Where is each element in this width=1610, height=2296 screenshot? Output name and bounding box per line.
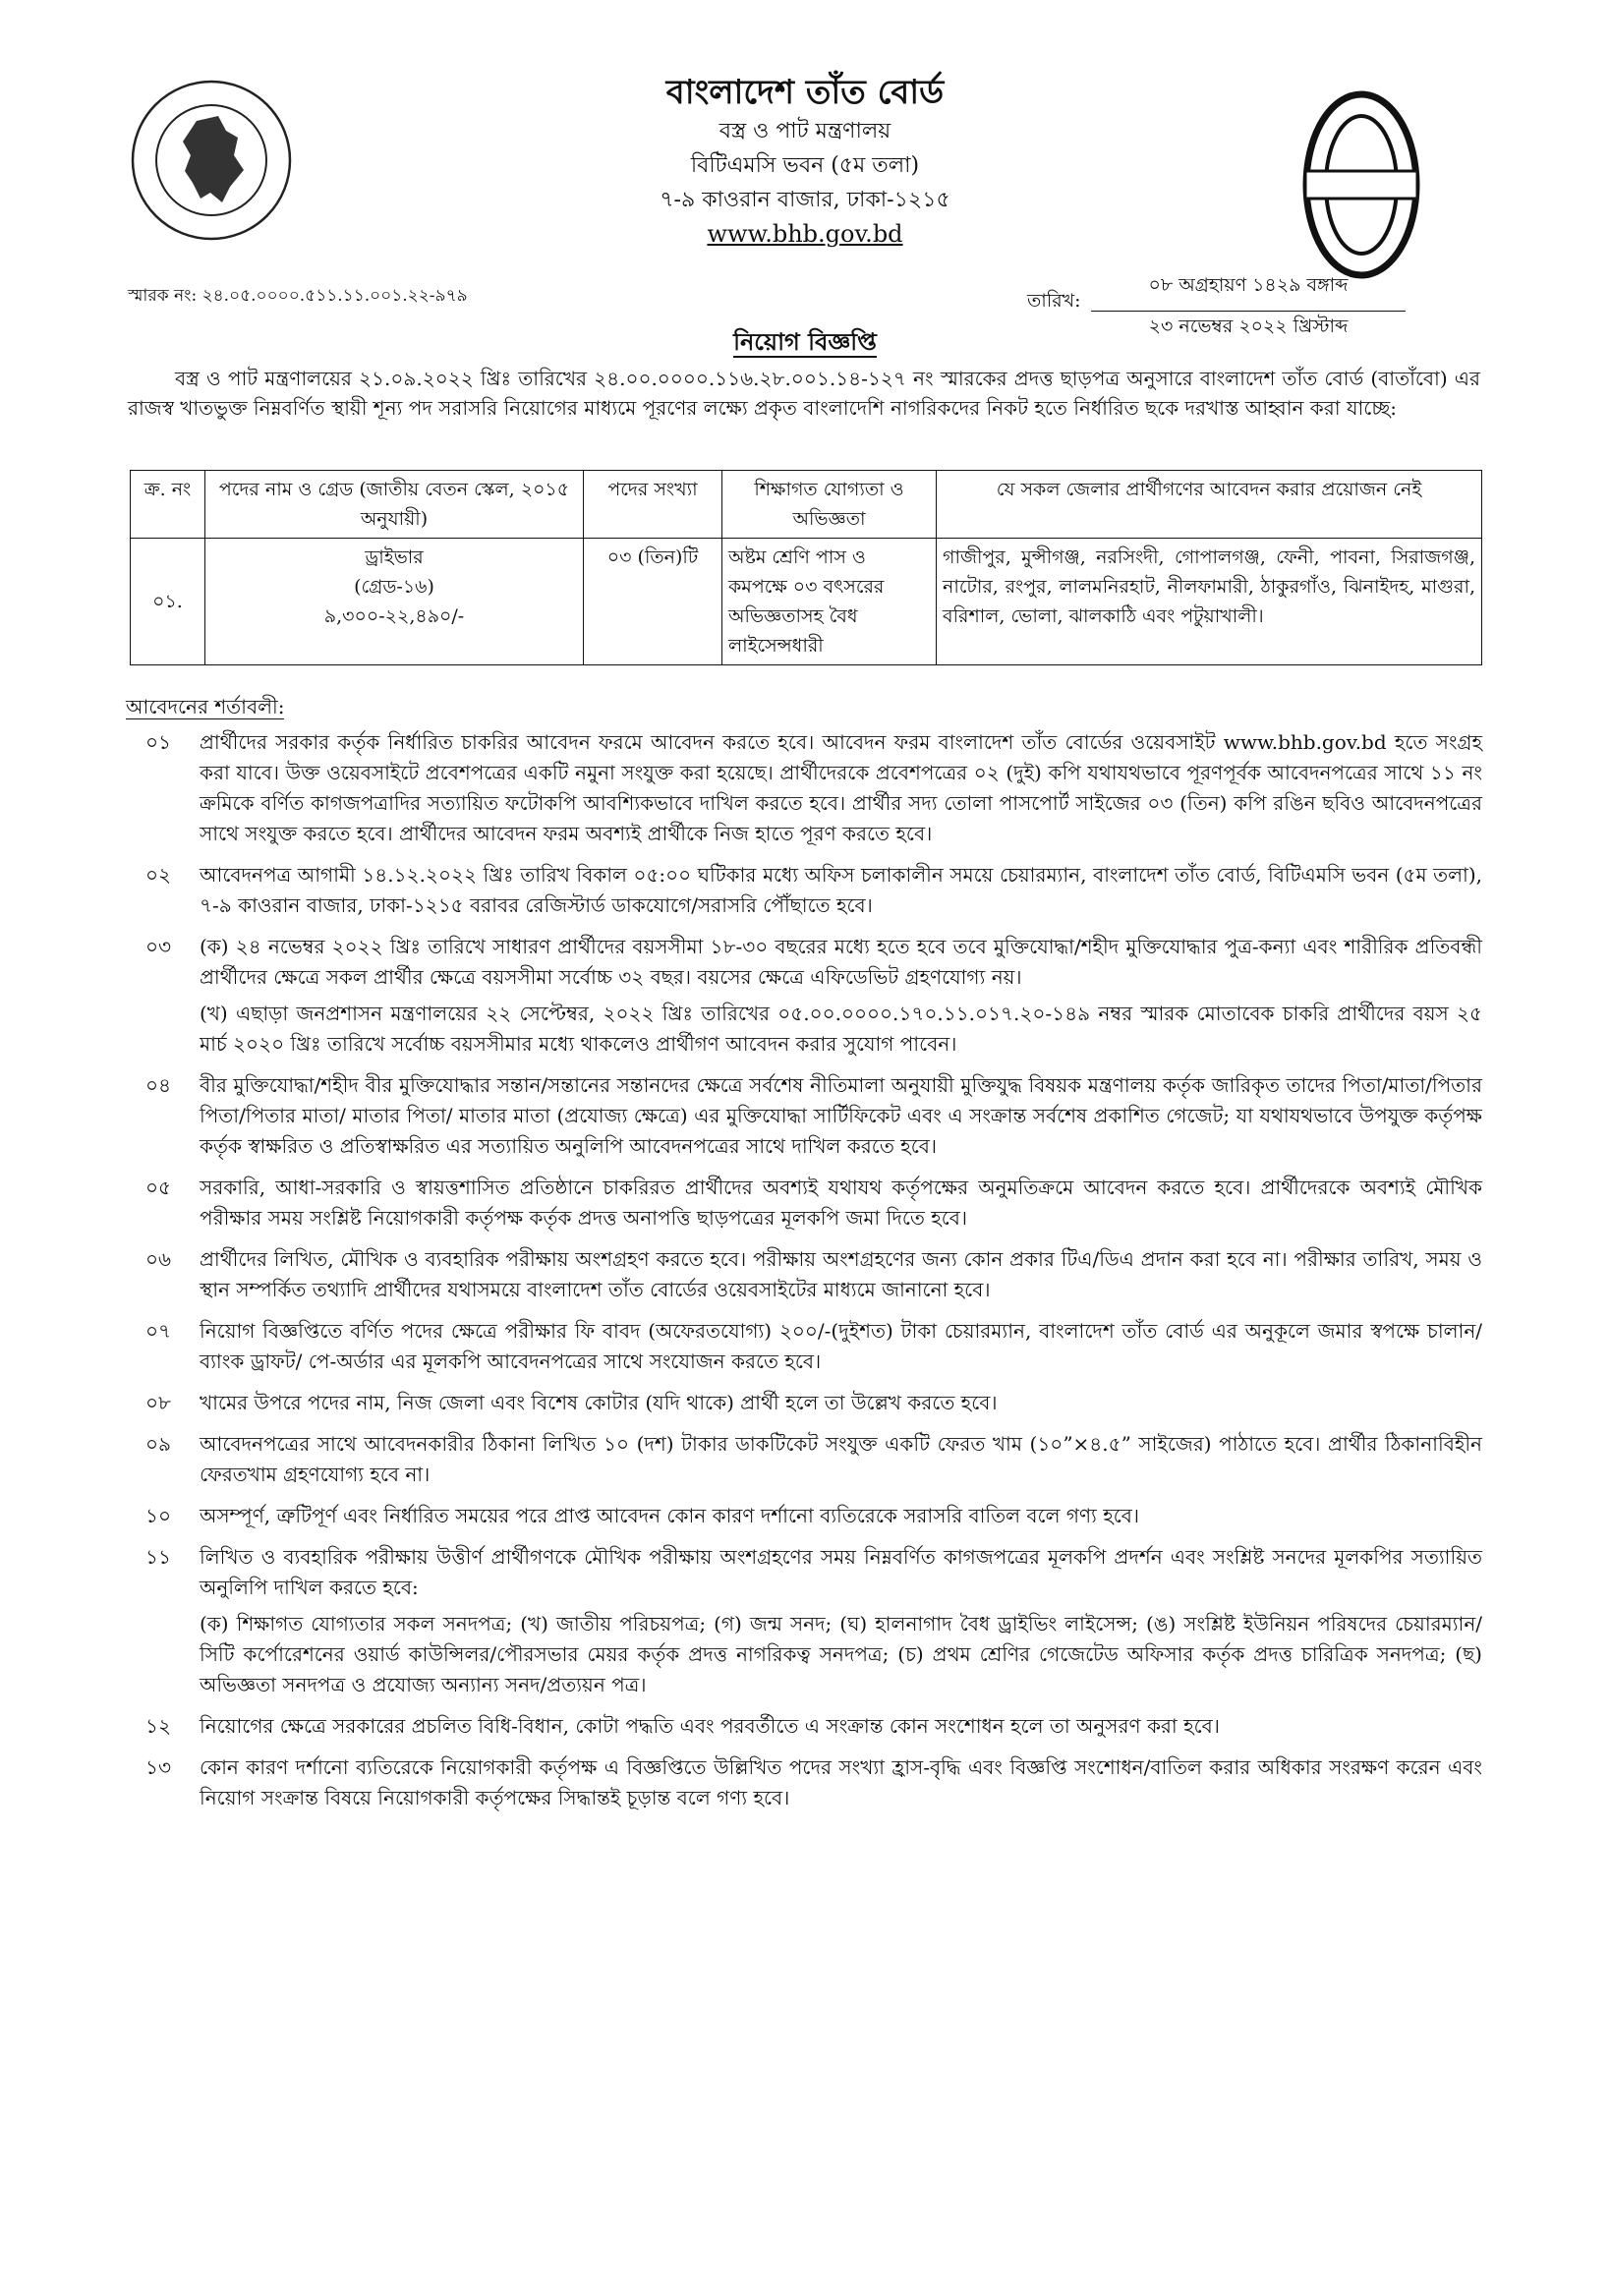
condition-text xyxy=(200,1388,1482,1424)
col-post-header: পদের নাম ও গ্রেড (জাতীয় বেতন স্কেল, ২০১৫ অনুযায়ী) xyxy=(205,471,584,539)
date-english: ২৩ নভেম্বর ২০২২ খ্রিস্টাব্দ xyxy=(1148,316,1349,337)
col-districts-header: যে সকল জেলার প্রার্থীগণের আবেদন করার প্রয়োজন নেই xyxy=(937,471,1482,539)
website-link[interactable]: www.bhb.gov.bd xyxy=(707,220,903,248)
list-item xyxy=(126,1711,1482,1748)
ministry-name: বস্ত্র ও পাট মন্ত্রণালয় xyxy=(719,119,891,144)
condition-number: ০১ xyxy=(145,730,171,754)
condition-paragraph: নিয়োগ বিজ্ঞপ্তিতে বর্ণিত পদের ক্ষেত্রে পরীক্ষার ফি বাবদ (অফেরতযোগ্য) ২০০/-(দুইশত) টাকা চেয়ারম্যান, বাংলাদেশ তাঁত বোর্ড এর অনুকূলে জমার স্বপক্ষে চালান/ ব্যাংক ড্রাফট/ পে-অর্ডার এর মূলকপি আবেদনপত্রের সাথে সংযোজন করতে হবে। xyxy=(200,1319,1482,1373)
list-item xyxy=(126,1070,1482,1168)
condition-paragraph: (ক) ২৪ নভেম্বর ২০২২ খ্রিঃ তারিখে সাধারণ প্রার্থীদের বয়সসীমা ১৮-৩০ বছরের মধ্যে হতে হবে তবে মুক্তিযোদ্ধা/শহীদ মুক্তিযোদ্ধার পুত্র-কন্যা এবং শারীরিক প্রতিবন্ধী প্রার্থীদের ক্ষেত্রে সকল প্রার্থীর ক্ষেত্রে বয়সসীমা সর্বোচ্চ ৩২ বছর। বয়সের ক্ষেত্রে এফিডেভিট গ্রহণযোগ্য নয়। xyxy=(200,935,1482,989)
condition-paragraph: সরকারি, আধা-সরকারি ও স্বায়ত্তশাসিত প্রতিষ্ঠানে চাকরিরত প্রার্থীদের অবশ্যই যথাযথ কর্তৃপক্ষের অনুমতিক্রমে আবেদন করতে হবে। প্রার্থীদেরকে অবশ্যই মৌখিক পরীক্ষার সময় সংশ্লিষ্ট নিয়োগকারী কর্তৃপক্ষ কর্তৃক প্রদত্ত অনাপত্তি ছাড়পত্রের মূলকপি জমা দিতে হবে। xyxy=(200,1176,1482,1230)
list-item xyxy=(126,1173,1482,1239)
condition-text xyxy=(200,1752,1482,1819)
condition-subparagraph: (খ) এছাড়া জনপ্রশাসন মন্ত্রণালয়ের ২২ সেপ্টেম্বর, ২০২২ খ্রিঃ তারিখের ০৫.০০.০০০০.১৭০.১১.০১৭.২০-১৪৯ নম্বর স্মারক মোতাবেক চাকরি প্রার্থীদের বয়স ২৫ মার্চ ২০২০ খ্রিঃ তারিখে সর্বোচ্চ বয়সসীমার মধ্যে থাকলেও প্রার্থীগণ আবেদন করার সুযোগ পাবেন। xyxy=(200,1002,1482,1056)
condition-number: ০৬ xyxy=(145,1247,172,1271)
post-scale: ৯,৩০০-২২,৪৯০/- xyxy=(323,605,465,627)
office-address: ৭-৯ কাওরান বাজার, ঢাকা-১২১৫ xyxy=(660,188,950,212)
date-label: তারিখ: xyxy=(1027,290,1081,312)
row-count: ০৩ (তিন)টি xyxy=(584,539,722,665)
post-grade: (গ্রেড-১৬) xyxy=(354,576,434,598)
conditions-list xyxy=(126,727,1482,1824)
memo-number: স্মারক নং: ২৪.০৫.০০০০.৫১১.১১.০০১.২২-৯৭৯ xyxy=(128,286,468,306)
condition-text xyxy=(200,727,1482,855)
row-qualification: অষ্টম শ্রেণি পাস ও কমপক্ষে ০৩ বৎসরের অভিজ্ঞতাসহ বৈধ লাইসেন্সধারী xyxy=(722,539,937,665)
condition-number: ১২ xyxy=(145,1714,171,1738)
condition-paragraph: লিখিত ও ব্যবহারিক পরীক্ষায় উত্তীর্ণ প্রার্থীগণকে মৌখিক পরীক্ষায় অংশগ্রহণের সময় নিম্নবর্ণিত কাগজপত্রের মূলকপি প্রদর্শন এবং সংশ্লিষ্ট সনদের মূলকপির সত্যায়িত অনুলিপি দাখিল করতে হবে: xyxy=(200,1545,1482,1599)
condition-number: ০৭ xyxy=(145,1319,172,1343)
organization-name: বাংলাদেশ তাঁত বোর্ড xyxy=(665,73,945,112)
condition-paragraph: খামের উপরে পদের নাম, নিজ জেলা এবং বিশেষ কোটার (যদি থাকে) প্রার্থী হলে তা উল্লেখ করতে হবে। xyxy=(200,1391,998,1414)
col-count-header: পদের সংখ্যা xyxy=(584,471,722,539)
board-logo xyxy=(1297,86,1425,283)
condition-number: ০২ xyxy=(145,863,172,887)
condition-paragraph: আবেদনপত্রের সাথে আবেদনকারীর ঠিকানা লিখিত ১০ (দশ) টাকার ডাকটিকেট সংযুক্ত একটি ফেরত খাম (১০”×৪.৫” সাইজের) পাঠাতে হবে। প্রার্থীর ঠিকানাবিহীন ফেরতখাম গ্রহণযোগ্য হবে না। xyxy=(200,1432,1482,1486)
list-item xyxy=(126,1244,1482,1311)
vacancy-table xyxy=(130,470,1482,665)
condition-text xyxy=(200,1244,1482,1311)
condition-paragraph: প্রার্থীদের সরকার কর্তৃক নির্ধারিত চাকরির আবেদন ফরমে আবেদন করতে হবে। আবেদন ফরম বাংলাদেশ তাঁত বোর্ডের ওয়েবসাইট www.bhb.gov.bd হতে সংগ্রহ করা যাবে। উক্ত ওয়েবসাইটে প্রবেশপত্রের একটি নমুনা সংযুক্ত করা হয়েছে। প্রার্থীদেরকে প্রবেশপত্রের ০২ (দুই) কপি যথাযথভাবে পূরণপূর্বক আবেদনপত্রের সাথে ১১ নং ক্রমিকে বর্ণিত কাগজপত্রাদির সত্যায়িত ফটোকপি আবশ্যিকভাবে দাখিল করতে হবে। প্রার্থীর সদ্য তোলা পাসপোর্ট সাইজের ০৩ (তিন) কপি রঙিন ছবিও আবেদনপত্রের সাথে সংযুক্ত করতে হবে। প্রার্থীদের আবেদন ফরম অবশ্যই প্রার্থীকে নিজ হাতে পূরণ করতে হবে। xyxy=(200,730,1482,845)
col-serial-header: ক্র. নং xyxy=(131,471,205,539)
list-item xyxy=(126,932,1482,1065)
table-header-row xyxy=(131,471,1482,539)
condition-paragraph: নিয়োগের ক্ষেত্রে সরকারের প্রচলিত বিধি-বিধান, কোটা পদ্ধতি এবং পরবর্তীতে এ সংক্রান্ত কোন সংশোধন হলে তা অনুসরণ করা হবে। xyxy=(200,1714,1220,1738)
list-item xyxy=(126,1429,1482,1496)
condition-text xyxy=(200,860,1482,927)
condition-text xyxy=(200,1501,1482,1537)
list-item xyxy=(126,1752,1482,1819)
post-name: ড্রাইভার xyxy=(365,546,424,568)
col-qualification-header: শিক্ষাগত যোগ্যতা ও অভিজ্ঞতা xyxy=(722,471,937,539)
condition-number: ০৯ xyxy=(145,1432,171,1456)
condition-text xyxy=(200,1542,1482,1706)
condition-number: ০৮ xyxy=(145,1391,171,1414)
list-item xyxy=(126,860,1482,927)
conditions-heading xyxy=(126,693,284,725)
condition-paragraph: কোন কারণ দর্শানো ব্যতিরেকে নিয়োগকারী কর্তৃপক্ষ এ বিজ্ঞপ্তিতে উল্লিখিত পদের সংখ্যা হ্রাস-বৃদ্ধি এবং বিজ্ঞপ্তি সংশোধন/বাতিল করার অধিকার সংরক্ষণ করেন এবং নিয়োগ সংক্রান্ত বিষয়ে নিয়োগকারী কর্তৃপক্ষের সিদ্ধান্তই চূড়ান্ত বলে গণ্য হবে। xyxy=(200,1755,1482,1809)
conditions-heading-text: আবেদনের শর্তাবলী: xyxy=(126,695,285,718)
government-seal xyxy=(128,77,295,244)
condition-number: ০৪ xyxy=(145,1073,171,1097)
condition-paragraph: বীর মুক্তিযোদ্ধা/শহীদ বীর মুক্তিযোদ্ধার সন্তান/সন্তানের সন্তানদের ক্ষেত্রে সর্বশেষ নীতিমালা অনুযায়ী মুক্তিযুদ্ধ বিষয়ক মন্ত্রণালয় কর্তৃক জারিকৃত তাদের পিতা/মাতা/পিতার পিতা/পিতার মাতা/ মাতার পিতা/ মাতার মাতা (প্রযোজ্য ক্ষেত্রে) এর মুক্তিযোদ্ধা সার্টিফিকেট এবং এ সংক্রান্ত সর্বশেষ প্রকাশিত গেজেট; যা যথাযথভাবে উপযুক্ত কর্তৃপক্ষ কর্তৃক স্বাক্ষরিত ও প্রতিস্বাক্ষরিত এর সত্যায়িত অনুলিপি আবেদনপত্রের সাথে দাখিল করতে হবে। xyxy=(200,1073,1482,1158)
condition-text xyxy=(200,1429,1482,1496)
condition-subparagraph: (ক) শিক্ষাগত যোগ্যতার সকল সনদপত্র; (খ) জাতীয় পরিচয়পত্র; (গ) জন্ম সনদ; (ঘ) হালনাগাদ বৈধ ড্রাইভিং লাইসেন্স; (ঙ) সংশ্লিষ্ট ইউনিয়ন পরিষদের চেয়ারম্যান/সিটি কর্পোরেশনের ওয়ার্ড কাউন্সিলর/পৌরসভার মেয়র কর্তৃক প্রদত্ত নাগরিকত্ব সনদপত্র; (চ) প্রথম শ্রেণির গেজেটেড অফিসার কর্তৃক প্রদত্ত চারিত্রিক সনদপত্র; (ছ) অভিজ্ঞতা সনদপত্র ও প্রযোজ্য অন্যান্য সনদ/প্রত্যয়ন পত্র। xyxy=(200,1612,1482,1696)
list-item xyxy=(126,727,1482,855)
date-bangla: ০৮ অগ্রহায়ণ ১৪২৯ বঙ্গাব্দ xyxy=(1091,271,1406,312)
row-post xyxy=(205,539,584,665)
condition-text xyxy=(200,1316,1482,1383)
condition-paragraph: আবেদনপত্র আগামী ১৪.১২.২০২২ খ্রিঃ তারিখ বিকাল ০৫:০০ ঘটিকার মধ্যে অফিস চলাকালীন সময়ে চেয়ারম্যান, বাংলাদেশ তাঁত বোর্ড, বিটিএমসি ভবন (৫ম তলা), ৭-৯ কাওরান বাজার, ঢাকা-১২১৫ বরাবর রেজিস্টার্ড ডাকযোগে/সরাসরি পৌঁছাতে হবে। xyxy=(200,863,1482,917)
condition-number: ১৩ xyxy=(145,1755,171,1779)
notice-title-text: নিয়োগ বিজ্ঞপ্তি xyxy=(733,327,877,356)
condition-number: ০৩ xyxy=(145,935,172,958)
condition-text xyxy=(200,1070,1482,1168)
letterhead xyxy=(511,71,1099,252)
condition-paragraph: অসম্পূর্ণ, ত্রুটিপূর্ণ এবং নির্ধারিত সময়ের পরে প্রাপ্ত আবেদন কোন কারণ দর্শানো ব্যতিরেকে সরাসরি বাতিল বলে গণ্য হবে। xyxy=(200,1504,1140,1527)
condition-text xyxy=(200,1711,1482,1748)
building-name: বিটিএমসি ভবন (৫ম তলা) xyxy=(690,153,920,178)
table-row xyxy=(131,539,1482,665)
row-serial: ০১. xyxy=(131,539,205,665)
condition-text xyxy=(200,932,1482,1065)
condition-number: ১০ xyxy=(145,1504,171,1527)
condition-text xyxy=(200,1173,1482,1239)
row-districts: গাজীপুর, মুন্সীগঞ্জ, নরসিংদী, গোপালগঞ্জ, ফেনী, পাবনা, সিরাজগঞ্জ, নাটোর, রংপুর, লালমনিরহাট, নীলফামারী, ঠাকুরগাঁও, ঝিনাইদহ, মাগুরা, বরিশাল, ভোলা, ঝালকাঠি এবং পটুয়াখালী। xyxy=(937,539,1482,665)
list-item xyxy=(126,1542,1482,1706)
list-item xyxy=(126,1388,1482,1424)
list-item xyxy=(126,1316,1482,1383)
condition-number: ১১ xyxy=(145,1545,171,1569)
list-item xyxy=(126,1501,1482,1537)
condition-paragraph: প্রার্থীদের লিখিত, মৌখিক ও ব্যবহারিক পরীক্ষায় অংশগ্রহণ করতে হবে। পরীক্ষায় অংশগ্রহণের জন্য কোন প্রকার টিএ/ডিএ প্রদান করা হবে না। পরীক্ষার তারিখ, সময় ও স্থান সম্পর্কিত তথ্যাদি প্রার্থীদের যথাসময়ে বাংলাদেশ তাঁত বোর্ডের ওয়েবসাইটের মাধ্যমে জানানো হবে। xyxy=(200,1247,1482,1301)
notice-title xyxy=(0,324,1610,364)
condition-number: ০৫ xyxy=(145,1176,171,1199)
intro-paragraph: বস্ত্র ও পাট মন্ত্রণালয়ের ২১.০৯.২০২২ খ্রিঃ তারিখের ২৪.০০.০০০০.১১৬.২৮.০০১.১৪-১২৭ নং স্মারকের প্রদত্ত ছাড়পত্র অনুসারে বাংলাদেশ তাঁত বোর্ড (বাতাঁবো) এর রাজস্ব খাতভুক্ত নিম্নবর্ণিত স্থায়ী শূন্য পদ সরাসরি নিয়োগের মাধ্যমে পূরণের লক্ষ্যে প্রকৃত বাংলাদেশি নাগরিকদের নিকট হতে নির্ধারিত ছকে দরখাস্ত আহ্বান করা যাচ্ছে: xyxy=(128,367,1480,420)
